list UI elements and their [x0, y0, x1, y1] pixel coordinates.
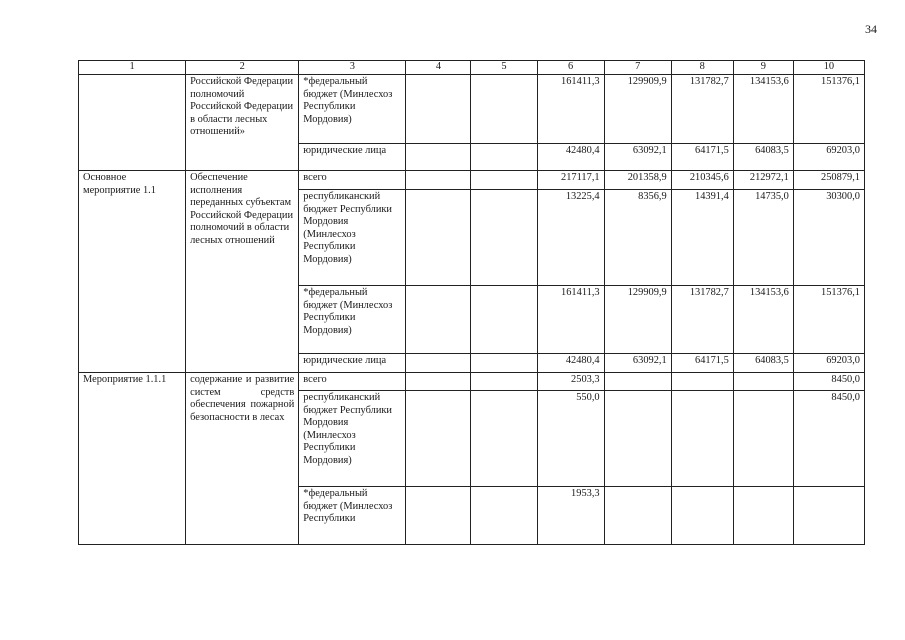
- table-cell-value: 210345,6: [671, 171, 733, 190]
- table-cell: [406, 144, 471, 171]
- table-cell: [406, 487, 471, 545]
- table-cell: [471, 354, 537, 373]
- table-cell-value: [671, 487, 733, 545]
- table-cell-value: 201358,9: [604, 171, 671, 190]
- table-cell-value: 151376,1: [793, 286, 864, 354]
- column-header: 9: [733, 61, 793, 75]
- table-cell-value: [733, 373, 793, 391]
- table-cell-value: 69203,0: [793, 144, 864, 171]
- table-cell: [406, 373, 471, 391]
- table-cell-value: 212972,1: [733, 171, 793, 190]
- table-cell-description: Обеспечение исполнения переданных субъектам Российской Федерации полномочий в области лесных отношений: [186, 171, 299, 373]
- table-cell-description: Российской Федерации полномочий Российской Федерации в области лесных отношений»: [186, 75, 299, 171]
- table-cell-value: 63092,1: [604, 144, 671, 171]
- table-cell-source: республиканский бюджет Республики Мордовия (Минлесхоз Республики Мордовия): [299, 391, 406, 487]
- column-header: 7: [604, 61, 671, 75]
- table-cell-description: содержание и развитие систем средств обеспечения пожарной безопасности в лесах: [186, 373, 299, 545]
- table-cell: [471, 487, 537, 545]
- table-row: [79, 171, 865, 190]
- table-cell-value: 131782,7: [671, 75, 733, 144]
- column-header: 10: [793, 61, 864, 75]
- table-row: [79, 373, 865, 391]
- table-cell: [471, 286, 537, 354]
- table-cell: [406, 75, 471, 144]
- table-cell-value: 42480,4: [537, 354, 604, 373]
- table-cell: [406, 391, 471, 487]
- table-cell-value: 2503,3: [537, 373, 604, 391]
- table-cell: [406, 354, 471, 373]
- table-cell: [471, 373, 537, 391]
- table-cell-value: 64171,5: [671, 144, 733, 171]
- table-cell-value: 131782,7: [671, 286, 733, 354]
- column-header: 8: [671, 61, 733, 75]
- table-cell-source: юридические лица: [299, 354, 406, 373]
- table-cell-value: 1953,3: [537, 487, 604, 545]
- table-cell-value: 64171,5: [671, 354, 733, 373]
- column-header: 4: [406, 61, 471, 75]
- table-cell: [406, 190, 471, 286]
- column-header: 2: [186, 61, 299, 75]
- budget-table: [78, 60, 865, 545]
- table-cell-value: [604, 373, 671, 391]
- table-cell-source: республиканский бюджет Республики Мордовия (Минлесхоз Республики Мордовия): [299, 190, 406, 286]
- column-header: 1: [79, 61, 186, 75]
- page-number: 34: [865, 22, 877, 36]
- table-cell-value: [733, 391, 793, 487]
- table-cell-measure: Основное мероприятие 1.1: [79, 171, 186, 373]
- column-header: 5: [471, 61, 537, 75]
- table-cell-value: [793, 487, 864, 545]
- table-cell-source: *федеральный бюджет (Минлесхоз Республики: [299, 487, 406, 545]
- table-cell-value: [671, 391, 733, 487]
- table-cell-value: [604, 487, 671, 545]
- table-row: [79, 75, 865, 144]
- table-cell-value: 134153,6: [733, 75, 793, 144]
- table-cell-source: юридические лица: [299, 144, 406, 171]
- table-cell: [406, 171, 471, 190]
- table-cell-value: 8450,0: [793, 373, 864, 391]
- table-cell-measure: Мероприятие 1.1.1: [79, 373, 186, 545]
- table-cell-source: *федеральный бюджет (Минлесхоз Республики Мордовия): [299, 286, 406, 354]
- table-cell-value: 69203,0: [793, 354, 864, 373]
- table-cell: [471, 75, 537, 144]
- table-cell-value: 13225,4: [537, 190, 604, 286]
- table-cell-value: [604, 391, 671, 487]
- table-cell-value: 250879,1: [793, 171, 864, 190]
- table-cell-value: 151376,1: [793, 75, 864, 144]
- table-cell-value: 63092,1: [604, 354, 671, 373]
- table-cell: [406, 286, 471, 354]
- table-cell-source: *федеральный бюджет (Минлесхоз Республики Мордовия): [299, 75, 406, 144]
- column-header: 3: [299, 61, 406, 75]
- table-cell-value: 134153,6: [733, 286, 793, 354]
- table-cell-value: 161411,3: [537, 75, 604, 144]
- table-cell-value: 8450,0: [793, 391, 864, 487]
- table-cell-value: 217117,1: [537, 171, 604, 190]
- table-header-row: [79, 61, 865, 75]
- table-cell-source: всего: [299, 171, 406, 190]
- table-cell-source: всего: [299, 373, 406, 391]
- table-cell-value: [733, 487, 793, 545]
- table-cell-value: 14391,4: [671, 190, 733, 286]
- table-cell: [471, 190, 537, 286]
- table-cell-value: 64083,5: [733, 144, 793, 171]
- table-cell-value: [671, 373, 733, 391]
- table-cell-value: 30300,0: [793, 190, 864, 286]
- table-cell: [471, 144, 537, 171]
- table-cell: [471, 171, 537, 190]
- table-cell-value: 14735,0: [733, 190, 793, 286]
- table-cell-value: 8356,9: [604, 190, 671, 286]
- table-cell-value: 129909,9: [604, 286, 671, 354]
- table-cell: [471, 391, 537, 487]
- table-cell-value: 64083,5: [733, 354, 793, 373]
- table-cell-measure: [79, 75, 186, 171]
- column-header: 6: [537, 61, 604, 75]
- table-cell-value: 161411,3: [537, 286, 604, 354]
- table-cell-value: 42480,4: [537, 144, 604, 171]
- table-cell-value: 550,0: [537, 391, 604, 487]
- table-cell-value: 129909,9: [604, 75, 671, 144]
